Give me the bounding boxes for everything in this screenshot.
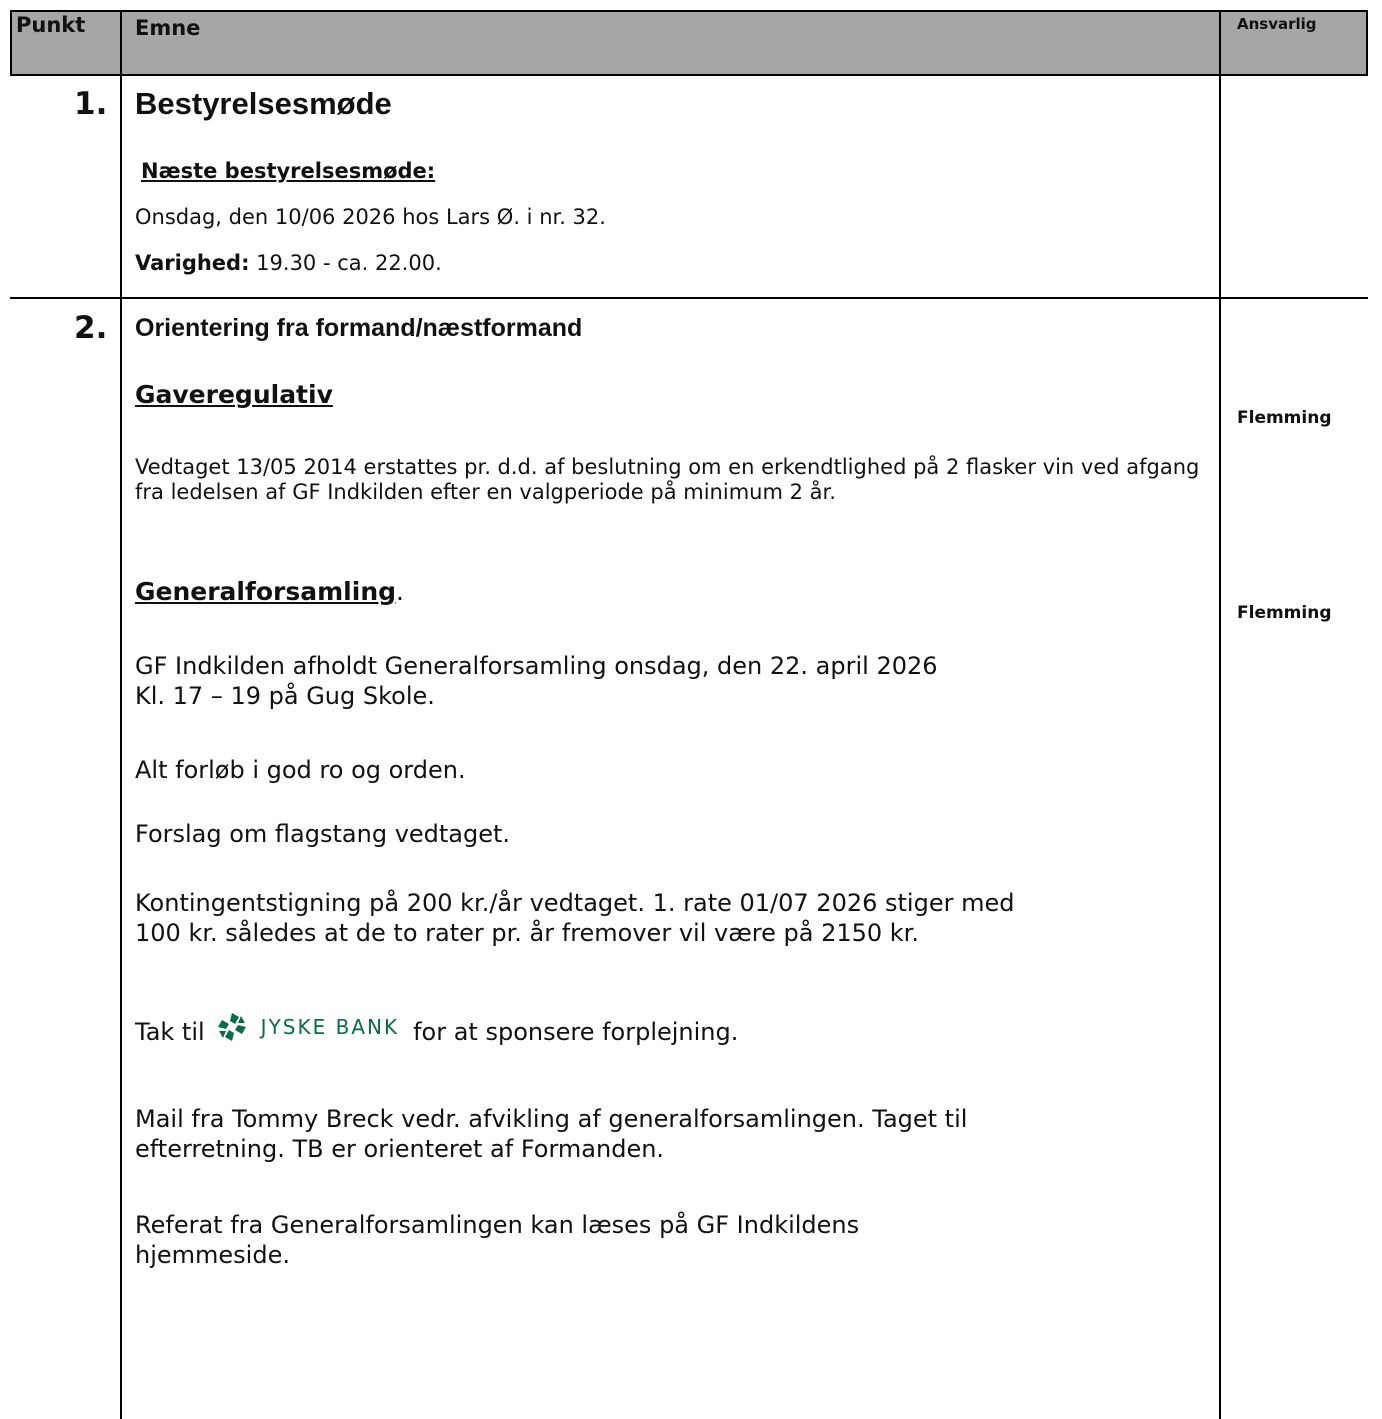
duration-line bbox=[135, 251, 1195, 276]
gaveregulativ-heading: Gaveregulativ bbox=[135, 380, 333, 409]
section-1-title: Bestyrelsesmøde bbox=[135, 86, 392, 121]
header-ansvarlig: Ansvarlig bbox=[1237, 15, 1317, 33]
generalforsamling-heading-suffix: . bbox=[396, 577, 404, 606]
table-border-top bbox=[10, 10, 1368, 12]
header-punkt: Punkt bbox=[16, 13, 86, 37]
gf-paragraph-4 bbox=[135, 888, 1215, 948]
gf-paragraph-3: Forslag om flagstang vedtaget. bbox=[135, 820, 511, 848]
jyske-bank-icon bbox=[217, 1012, 247, 1042]
gf-paragraph-1 bbox=[135, 651, 1195, 711]
jyske-bank-wordmark: JYSKE BANK bbox=[260, 1015, 400, 1039]
section-1-number: 1. bbox=[74, 86, 108, 122]
gf-paragraph-7 bbox=[135, 1210, 1195, 1270]
next-meeting-date: Onsdag, den 10/06 2026 hos Lars Ø. i nr. 32. bbox=[135, 205, 606, 229]
section-2-title: Orientering fra formand/næstformand bbox=[135, 314, 583, 342]
gf-paragraph-6 bbox=[135, 1104, 1215, 1164]
table-border-left bbox=[10, 10, 12, 76]
gf-paragraph-2: Alt forløb i god ro og orden. bbox=[135, 756, 466, 784]
duration-value: 19.30 - ca. 22.00. bbox=[249, 251, 442, 275]
gf-p6-line1: Mail fra Tommy Breck vedr. afvikling af generalforsamlingen. Taget til bbox=[135, 1105, 968, 1133]
table-header-row bbox=[10, 10, 1367, 74]
gaveregulativ-text: Vedtaget 13/05 2014 erstattes pr. d.d. af beslutning om en erkendtlighed på 2 flasker vin ved afgang fra ledelsen af GF Indkilden efter en valgperiode på minimum 2 år. bbox=[135, 455, 1200, 504]
gf-p1-line1: GF Indkilden afholdt Generalforsamling onsdag, den 22. april 2026 bbox=[135, 652, 938, 680]
section-2-number: 2. bbox=[74, 310, 108, 346]
gf-p7-line1: Referat fra Generalforsamlingen kan læses på GF Indkildens bbox=[135, 1211, 860, 1239]
generalforsamling-heading-line bbox=[135, 577, 404, 606]
jyske-bank-logo bbox=[217, 1012, 399, 1042]
gf-p7-line2: hjemmeside. bbox=[135, 1241, 290, 1269]
header-divider bbox=[10, 74, 1368, 76]
table-border-right bbox=[1366, 10, 1368, 76]
column-divider-2 bbox=[1219, 10, 1221, 1419]
thanks-to-label: Tak til bbox=[135, 1018, 205, 1046]
gf-p1-line2: Kl. 17 – 19 på Gug Skole. bbox=[135, 682, 435, 710]
gf-paragraph-5 bbox=[135, 1012, 1195, 1047]
sponsor-text: for at sponsere forplejning. bbox=[413, 1018, 739, 1046]
gf-p4-line2: 100 kr. således at de to rater pr. år fremover vil være på 2150 kr. bbox=[135, 919, 919, 947]
gaveregulativ-ansvarlig: Flemming bbox=[1237, 408, 1332, 428]
next-meeting-heading: Næste bestyrelsesmøde: bbox=[141, 159, 436, 183]
column-divider-1 bbox=[120, 10, 122, 1419]
generalforsamling-ansvarlig: Flemming bbox=[1237, 603, 1332, 623]
gf-p6-line2: efterretning. TB er orienteret af Formanden. bbox=[135, 1135, 665, 1163]
header-emne: Emne bbox=[135, 16, 201, 40]
gf-p4-line1: Kontingentstigning på 200 kr./år vedtaget. 1. rate 01/07 2026 stiger med bbox=[135, 889, 1015, 917]
generalforsamling-heading: Generalforsamling bbox=[135, 577, 397, 606]
row-divider bbox=[10, 297, 1368, 299]
duration-label: Varighed: bbox=[135, 251, 250, 275]
